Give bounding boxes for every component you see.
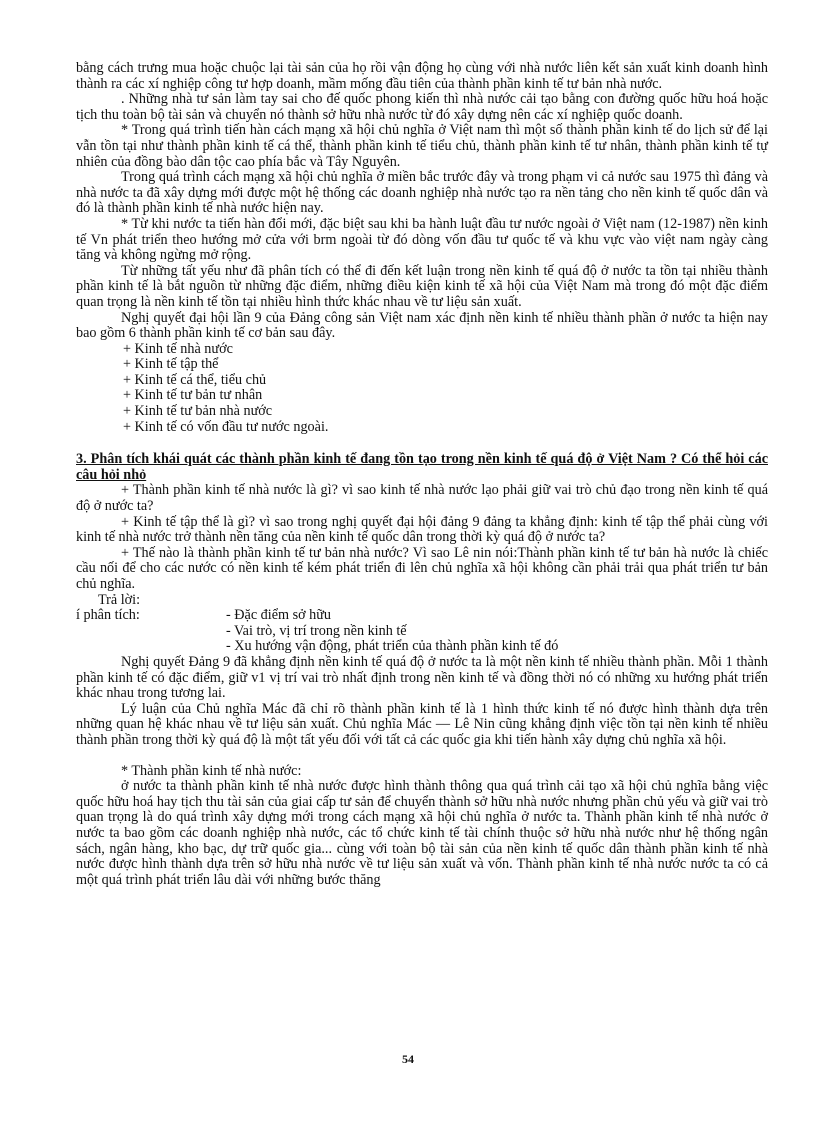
paragraph: . Những nhà tư sản làm tay sai cho đế quốc phong kiến thì nhà nước cải tạo bằng con đường quốc hữu hoá hoặc tịch thu toàn bộ tài sản và chuyển nó thành sở hữu nhà nước từ đó xây dựng nên các xí nghiệp quốc doanh. xyxy=(76,91,768,123)
paragraph: * Trong quá trình tiến hàn cách mạng xã hội chủ nghĩa ở Việt nam thì một số thành phần kinh tế do lịch sử để lại vẫn tồn tại như thành phần kinh tế cá thể, thành phần kinh tế tiểu chủ, thành phần kinh tế tư nhân, thành phần kinh tế tự nhiên của đồng bào dân tộc cao phía bắc và Tây Nguyên. xyxy=(76,122,768,170)
spacer xyxy=(76,749,768,764)
list-item: + Kinh tế có vốn đầu tư nước ngoài. xyxy=(123,418,329,435)
document-body xyxy=(76,61,768,888)
paragraph: Nghị quyết Đảng 9 đã khẳng định nền kinh tế quá độ ở nước ta là một nền kinh tế nhiều thành phần. Mỗi 1 thành phần kinh tế có đặc điểm, giữ v1 vị trí vai trò nhất định trong nền kinh tế và đồng thời nó có những xu hướng phát triển khác nhau trong tương lai. xyxy=(76,653,768,702)
analysis-block xyxy=(76,608,768,655)
list-item: - Vai trò, vị trí trong nền kinh tế xyxy=(226,622,407,639)
list-item: + Kinh tế nhà nước xyxy=(123,340,233,357)
paragraph: Trong quá trình cách mạng xã hội chủ nghĩa ở miền bắc trước đây và trong phạm vi cả nước sau 1975 thì đảng và nhà nước ta đã xây dựng mới được một hệ thống các doanh nghiệp nhà nước tạo ra nền tảng cho nền kinh tế quốc dân và đó là thành phần kinh tế nhà nước hiện nay. xyxy=(76,169,768,217)
question: + Kinh tế tập thể là gì? vì sao trong nghị quyết đại hội đảng 9 đảng ta khẳng định: kinh tế tập thể phải cùng với kinh tế nhà nước trở thành nền tăng của nền kinh tế quốc dân trong thời kỳ quá độ ở nước ta? xyxy=(76,513,768,546)
paragraph: * Từ khi nước ta tiến hàn đổi mới, đặc biệt sau khi ba hành luật đầu tư nước ngoài ở Việt nam (12-1987) nền kinh tế Vn phát triển theo hướng mở cửa với brm ngoài từ đó dòng vốn đầu tư quốc tế và khu vực vào việt nam ngày càng tăng và không ngừng mở rộng. xyxy=(76,215,768,264)
list-item: - Đặc điểm sở hữu xyxy=(226,607,332,624)
list-item: + Kinh tế tư bản tư nhân xyxy=(123,387,263,404)
answer-label: Trả lời: xyxy=(98,591,141,608)
list-item: + Kinh tế tư bản nhà nước xyxy=(123,403,273,420)
page-number: 54 xyxy=(402,1052,414,1066)
analysis-label: í phân tích: xyxy=(76,607,140,624)
section-heading xyxy=(76,452,768,483)
list-item: - Xu hướng vận động, phát triển của thành phần kinh tế đó xyxy=(226,638,559,655)
paragraph: Từ những tất yếu như đã phân tích có thể đi đến kết luận trong nền kinh tế quá độ ở nước ta tồn tại nhiều thành phần kinh tế là bắt nguồn từ những đặc điểm, những điều kiện kinh tế xã hội của Việt Nam mà trong đó một đặc điểm quan trọng là nền kinh tế tồn tại nhiều hình thức khác nhau về tư liệu sản xuất. xyxy=(76,262,768,310)
question: + Thành phần kinh tế nhà nước là gì? vì sao kinh tế nhà nước lạo phải giữ vai trò chủ đạo trong nền kinh tế quá độ ở nước ta? xyxy=(76,482,768,515)
paragraph: bằng cách trưng mua hoặc chuộc lại tài sản của họ rồi vận động họ cùng với nhà nước liên kết sản xuất kinh doanh hình thành ra các xí nghiệp công tư hợp doanh, mầm mống đầu tiên của thành phần kinh tế tư bản nhà nước. xyxy=(76,60,768,92)
paragraph: Lý luận của Chủ nghĩa Mác đã chỉ rõ thành phần kinh tế là 1 hình thức kinh tế nó được hình thành dựa trên những quan hệ khác nhau về tư liệu sản xuất. Chủ nghĩa Mác — Lê Nin cũng khẳng định việc tồn tại nền kinh tế nhiều thành phần trong thời kỳ quá độ là một tất yếu đối với tất cả các quốc gia khi tiến hành xây dựng chủ nghĩa xã hội. xyxy=(76,700,768,748)
analysis-items xyxy=(226,608,768,655)
subsection-heading: * Thành phần kinh tế nhà nước: xyxy=(121,762,302,779)
paragraph: ở nước ta thành phần kinh tế nhà nước được hình thành thông qua quá trình cải tạo xã hội chủ nghĩa bằng việc quốc hữu hoá hay tịch thu tài sản của giai cấp tư sản để chuyển thành sở hữu nhà nước nhưng phần chủ yếu và giữ vai trò quan trọng là do quá trình xây dựng mới trong cách mạng xã hội chủ nghĩa ở nước ta. Thành phần kinh tế nhà nước ở nước ta bao gồm các doanh nghiệp nhà nước, các tổ chức kinh tế tài chính thuộc sở hữu nhà nước như hệ thống ngân sách, ngân hàng, kho bạc, dự trữ quốc gia... cùng với toàn bộ tài sản của nền kinh tế quốc dân thành phần kinh tế nhà nước được hình thành dựa trên sở hữu nhà nước về tư liệu sản xuất và vốn. Thành phần kinh tế nhà nước nước ta có cả một quá trình phát triển lâu dài với những bước thăng xyxy=(76,778,768,888)
section-heading-text: 3. Phân tích khái quát các thành phần kinh tế đang tồn tạo trong nền kinh tế quá độ ở Việt Nam ? Có thể hỏi các câu hỏi nhỏ xyxy=(76,451,768,483)
spacer xyxy=(76,435,768,452)
list-item: + Kinh tế cá thể, tiểu chủ xyxy=(123,371,267,388)
question: + Thế nào là thành phần kinh tế tư bản nhà nước? Vì sao Lê nin nói:Thành phần kinh tế tư bản hà nước là chiếc cầu nối để cho các nước có nền kinh tế kém phát triển đi lên chủ nghĩa xã hội không cần phải trải qua phát triển tư bản chủ nghĩa. xyxy=(76,544,768,592)
sector-list xyxy=(76,342,768,436)
list-item: + Kinh tế tập thể xyxy=(123,356,219,373)
paragraph: Nghị quyết đại hội lần 9 của Đảng công sản Việt nam xác định nền kinh tế nhiều thành phần ở nước ta hiện nay bao gồm 6 thành phần kinh tế cơ bản sau đây. xyxy=(76,309,768,342)
